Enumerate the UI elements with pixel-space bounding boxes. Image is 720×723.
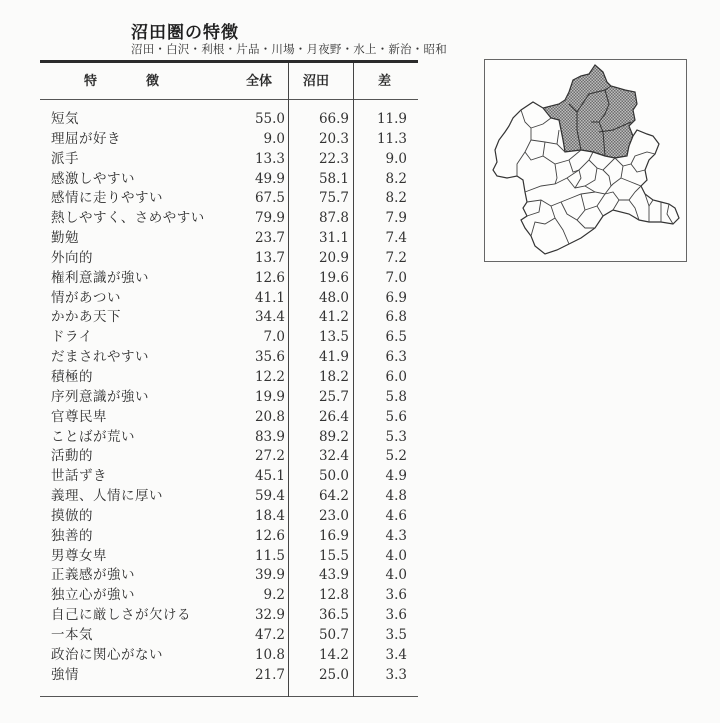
- feature-label: 権利意識が強い: [51, 269, 149, 286]
- diff-value: 5.3: [385, 428, 407, 445]
- table-row: [0, 428, 440, 448]
- total-value: 55.0: [254, 111, 285, 127]
- feature-label: 熱しやすく、さめやすい: [51, 210, 205, 227]
- diff-value: 7.4: [385, 230, 407, 247]
- total-value: 10.8: [254, 646, 285, 663]
- table-row: [0, 408, 440, 428]
- total-value: 67.5: [254, 190, 285, 207]
- feature-label: 感情に走りやすい: [51, 190, 163, 207]
- table-row: [0, 249, 440, 269]
- table-row: [0, 507, 440, 527]
- total-value: 13.7: [254, 249, 285, 266]
- total-value: 35.6: [254, 349, 285, 366]
- table-row: [0, 566, 440, 586]
- table-row: [0, 308, 440, 328]
- diff-value: 4.6: [385, 507, 407, 524]
- header-diff: 差: [378, 74, 392, 89]
- diff-value: 3.3: [385, 666, 407, 683]
- total-value: 18.4: [254, 507, 285, 524]
- numata-value: 36.5: [318, 607, 349, 624]
- numata-value: 16.9: [318, 527, 349, 544]
- diff-value: 6.9: [385, 289, 407, 306]
- table-header-rule: [40, 99, 418, 100]
- diff-value: 5.8: [385, 388, 407, 405]
- table-row: [0, 487, 440, 507]
- numata-value: 32.4: [318, 448, 349, 465]
- numata-value: 15.5: [318, 547, 349, 564]
- table-row: [0, 646, 440, 666]
- feature-label: 世話ずき: [51, 468, 107, 485]
- table-row: [0, 110, 440, 130]
- table-row: [0, 447, 440, 467]
- total-value: 12.2: [254, 368, 285, 385]
- numata-value: 89.2: [318, 428, 349, 445]
- total-value: 20.8: [254, 408, 285, 425]
- total-value: 9.0: [263, 130, 285, 147]
- feature-label: 勤勉: [51, 230, 79, 247]
- diff-value: 3.6: [385, 607, 407, 624]
- total-value: 32.9: [254, 607, 285, 624]
- feature-label: 感激しやすい: [51, 170, 135, 187]
- map-frame: [484, 59, 687, 262]
- page-title: 沼田圏の特徴: [131, 23, 239, 43]
- feature-label: 短気: [51, 111, 79, 127]
- diff-value: 3.6: [385, 587, 407, 604]
- page-subtitle: 沼田・白沢・利根・片品・川場・月夜野・水上・新治・昭和: [131, 42, 447, 56]
- numata-value: 20.3: [318, 130, 349, 147]
- diff-value: 4.3: [385, 527, 407, 544]
- numata-value: 13.5: [318, 329, 349, 346]
- numata-value: 18.2: [318, 368, 349, 385]
- feature-label: だまされやすい: [51, 349, 149, 366]
- diff-value: 7.2: [385, 249, 407, 266]
- total-value: 19.9: [254, 388, 285, 405]
- total-value: 59.4: [254, 488, 285, 505]
- numata-value: 58.1: [318, 170, 349, 187]
- table-row: [0, 170, 440, 190]
- numata-value: 50.7: [318, 626, 349, 643]
- table-row: [0, 229, 440, 249]
- feature-label: 官尊民卑: [51, 408, 107, 425]
- diff-value: 7.0: [385, 269, 407, 286]
- numata-value: 50.0: [318, 468, 349, 485]
- total-value: 41.1: [254, 289, 285, 306]
- total-value: 27.2: [254, 448, 285, 465]
- total-value: 7.0: [263, 329, 285, 346]
- total-value: 39.9: [254, 567, 285, 584]
- numata-value: 41.2: [318, 309, 349, 326]
- feature-label: 情があつい: [51, 289, 121, 306]
- total-value: 34.4: [254, 309, 285, 326]
- diff-value: 6.0: [385, 368, 407, 385]
- numata-value: 48.0: [318, 289, 349, 306]
- numata-value: 20.9: [318, 249, 349, 266]
- diff-value: 5.2: [385, 448, 407, 465]
- numata-value: 43.9: [318, 567, 349, 584]
- table-row: [0, 130, 440, 150]
- numata-value: 41.9: [318, 349, 349, 366]
- table-row: [0, 606, 440, 626]
- feature-label: 理屈が好き: [51, 130, 121, 147]
- numata-value: 75.7: [318, 190, 349, 207]
- feature-label: 政治に関心がない: [51, 646, 163, 663]
- numata-value: 23.0: [318, 507, 349, 524]
- numata-value: 14.2: [318, 646, 349, 663]
- total-value: 49.9: [254, 170, 285, 187]
- header-feature-1: 特: [84, 74, 98, 89]
- feature-label: ドライ: [51, 329, 93, 346]
- table-row: [0, 328, 440, 348]
- feature-label: 義理、人情に厚い: [51, 488, 163, 505]
- total-value: 45.1: [254, 468, 285, 485]
- feature-label: 独善的: [51, 527, 93, 544]
- numata-value: 12.8: [318, 587, 349, 604]
- table-row: [0, 150, 440, 170]
- diff-value: 11.9: [376, 111, 407, 127]
- table-row: [0, 547, 440, 567]
- diff-value: 4.0: [385, 547, 407, 564]
- diff-value: 6.5: [385, 329, 407, 346]
- diff-value: 9.0: [385, 150, 407, 167]
- table-body: [0, 110, 440, 685]
- numata-value: 87.8: [318, 210, 349, 227]
- table-bottom-rule: [40, 696, 418, 697]
- gunma-map-icon: [485, 60, 686, 261]
- feature-label: 正義感が強い: [51, 567, 135, 584]
- table-top-rule: [40, 60, 418, 63]
- numata-value: 31.1: [318, 230, 349, 247]
- diff-value: 6.8: [385, 309, 407, 326]
- numata-value: 66.9: [318, 111, 349, 127]
- diff-value: 4.8: [385, 488, 407, 505]
- feature-label: 外向的: [51, 249, 93, 266]
- total-value: 12.6: [254, 527, 285, 544]
- feature-label: 自己に厳しさが欠ける: [51, 607, 191, 624]
- feature-label: 一本気: [51, 626, 93, 643]
- table-row: [0, 467, 440, 487]
- feature-label: 独立心が強い: [51, 587, 135, 604]
- total-value: 11.5: [254, 547, 285, 564]
- table-row: [0, 368, 440, 388]
- feature-label: 派手: [51, 150, 79, 167]
- feature-label: 積極的: [51, 368, 93, 385]
- numata-value: 25.7: [318, 388, 349, 405]
- table-row: [0, 626, 440, 646]
- feature-label: 男尊女卑: [51, 547, 107, 564]
- total-value: 23.7: [254, 230, 285, 247]
- table-row: [0, 586, 440, 606]
- diff-value: 4.0: [385, 567, 407, 584]
- total-value: 47.2: [254, 626, 285, 643]
- feature-label: ことばが荒い: [51, 428, 135, 445]
- table-row: [0, 189, 440, 209]
- feature-label: 強情: [51, 666, 79, 683]
- header-numata: 沼田: [303, 74, 330, 89]
- table-row: [0, 289, 440, 309]
- table-row: [0, 348, 440, 368]
- diff-value: 3.4: [385, 646, 407, 663]
- diff-value: 6.3: [385, 349, 407, 366]
- diff-value: 4.9: [385, 468, 407, 485]
- numata-value: 64.2: [318, 488, 349, 505]
- table-row: [0, 209, 440, 229]
- diff-value: 11.3: [376, 130, 407, 147]
- total-value: 9.2: [263, 587, 285, 604]
- total-value: 79.9: [254, 210, 285, 227]
- table-row: [0, 388, 440, 408]
- feature-label: 序列意識が強い: [51, 388, 149, 405]
- diff-value: 8.2: [385, 170, 407, 187]
- total-value: 12.6: [254, 269, 285, 286]
- numata-value: 22.3: [318, 150, 349, 167]
- total-value: 21.7: [254, 666, 285, 683]
- feature-label: かかあ天下: [51, 309, 121, 326]
- diff-value: 5.6: [385, 408, 407, 425]
- numata-value: 25.0: [318, 666, 349, 683]
- diff-value: 7.9: [385, 210, 407, 227]
- diff-value: 3.5: [385, 626, 407, 643]
- total-value: 83.9: [254, 428, 285, 445]
- diff-value: 8.2: [385, 190, 407, 207]
- feature-label: 活動的: [51, 448, 93, 465]
- numata-value: 19.6: [318, 269, 349, 286]
- header-feature-2: 徴: [146, 74, 160, 89]
- header-total: 全体: [246, 74, 273, 89]
- table-row: [0, 527, 440, 547]
- feature-label: 摸倣的: [51, 507, 93, 524]
- numata-value: 26.4: [318, 408, 349, 425]
- table-row: [0, 666, 440, 686]
- table-row: [0, 269, 440, 289]
- total-value: 13.3: [254, 150, 285, 167]
